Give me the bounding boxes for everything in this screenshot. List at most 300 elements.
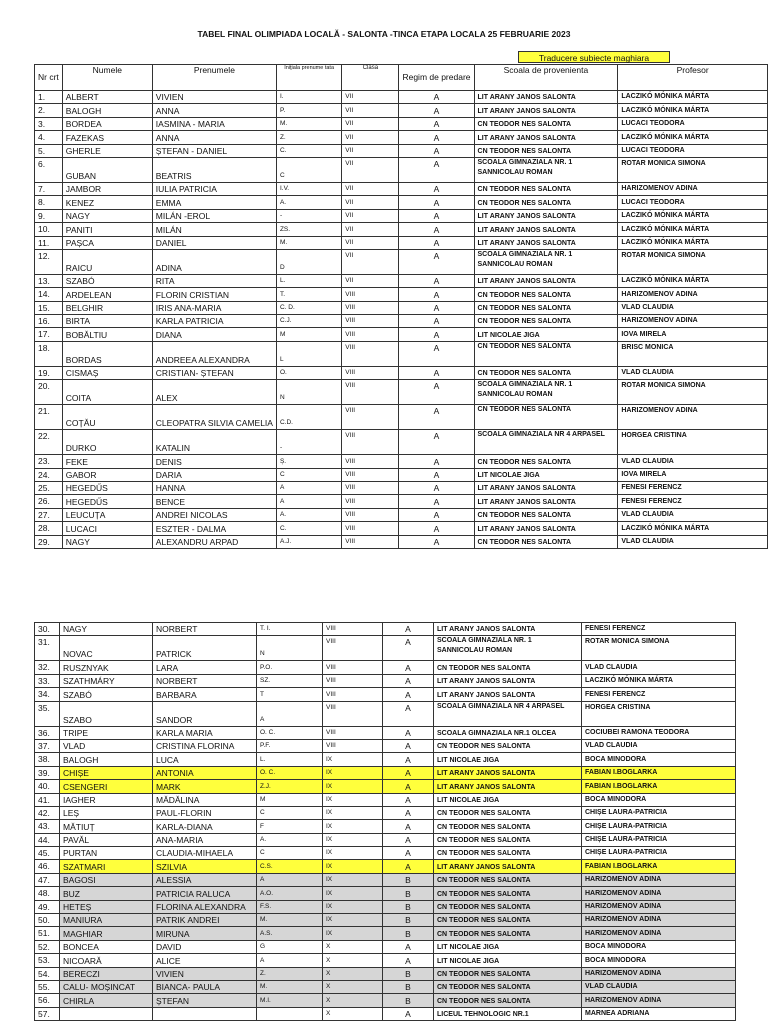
- cell-initiala: N: [257, 636, 323, 661]
- cell-nr: 35.: [35, 701, 60, 726]
- cell-prenumele: ȘTEFAN - DANIEL: [152, 144, 276, 157]
- cell-initiala: A.S.: [257, 927, 323, 940]
- cell-scoala: SCOALA GIMNAZIALA NR. 1 SANNICOLAU ROMAN: [434, 636, 582, 661]
- cell-scoala: LIT NICOLAE JIGA: [474, 328, 618, 341]
- table-row: [35, 468, 768, 481]
- cell-numele: LEUCUȚA: [62, 508, 152, 521]
- cell-nr: 7.: [35, 182, 63, 195]
- cell-scoala: LIT ARANY JANOS SALONTA: [474, 236, 618, 249]
- cell-nr: 20.: [35, 380, 63, 405]
- cell-scoala: CN TEODOR NES SALONTA: [434, 980, 582, 993]
- cell-initiala: Z.J.: [257, 780, 323, 793]
- cell-regim: A: [399, 430, 474, 455]
- cell-nr: 17.: [35, 328, 63, 341]
- table-row: [35, 495, 768, 508]
- cell-scoala: SCOALA GIMNAZIALA NR. 1 SANNICOLAU ROMAN: [474, 157, 618, 182]
- table-row: [35, 674, 736, 687]
- cell-nr: 13.: [35, 274, 63, 287]
- cell-nr: 4.: [35, 131, 63, 144]
- cell-scoala: LIT ARANY JANOS SALONTA: [474, 482, 618, 495]
- cell-scoala: LIT NICOLAE JIGA: [434, 940, 582, 953]
- table-row: [35, 914, 736, 927]
- cell-clasa: VIII: [323, 688, 383, 701]
- cell-prenumele: DARIA: [152, 468, 276, 481]
- cell-regim: A: [399, 315, 474, 328]
- table-row: [35, 860, 736, 873]
- cell-nr: 29.: [35, 535, 63, 548]
- table-row: [35, 636, 736, 661]
- cell-initiala: C.J.: [276, 315, 341, 328]
- table-row: [35, 535, 768, 548]
- cell-initiala: L: [276, 341, 341, 366]
- cell-prenumele: EMMA: [152, 196, 276, 209]
- cell-initiala: A: [257, 954, 323, 967]
- cell-clasa: VII: [342, 117, 399, 130]
- cell-nr: 25.: [35, 482, 63, 495]
- cell-profesor: LACZIKÓ MÓNIKA MÁRTA: [618, 209, 768, 222]
- cell-regim: B: [383, 967, 434, 980]
- cell-profesor: VLAD CLAUDIA: [582, 980, 736, 993]
- cell-numele: IAGHER: [60, 793, 153, 806]
- cell-numele: PANITI: [62, 223, 152, 236]
- cell-clasa: VII: [342, 182, 399, 195]
- cell-regim: A: [383, 739, 434, 752]
- table-row: [35, 455, 768, 468]
- cell-prenumele: SANDOR: [153, 701, 257, 726]
- cell-profesor: LUCACI TEODORA: [618, 196, 768, 209]
- cell-scoala: LIT ARANY JANOS SALONTA: [474, 274, 618, 287]
- cell-scoala: LIT NICOLAE JIGA: [434, 793, 582, 806]
- cell-nr: 12.: [35, 249, 63, 274]
- cell-numele: FEKE: [62, 455, 152, 468]
- cell-scoala: CN TEODOR NES SALONTA: [474, 144, 618, 157]
- cell-initiala: M.: [257, 980, 323, 993]
- cell-profesor: HORGEA CRISTINA: [582, 701, 736, 726]
- cell-regim: A: [399, 508, 474, 521]
- cell-numele: CHIRLA: [60, 994, 153, 1007]
- cell-regim: A: [383, 780, 434, 793]
- cell-prenumele: DIANA: [152, 328, 276, 341]
- cell-numele: PAVĂL: [60, 833, 153, 846]
- cell-clasa: VIII: [323, 661, 383, 674]
- table-row: [35, 940, 736, 953]
- cell-scoala: CN TEODOR NES SALONTA: [434, 927, 582, 940]
- cell-regim: A: [399, 131, 474, 144]
- cell-nr: 28.: [35, 522, 63, 535]
- cell-scoala: LIT ARANY JANOS SALONTA: [434, 766, 582, 779]
- cell-clasa: X: [323, 994, 383, 1007]
- table-row: [35, 887, 736, 900]
- header-regim: Regim de predare: [399, 65, 474, 91]
- table-row: [35, 780, 736, 793]
- cell-numele: CHIȘE: [60, 766, 153, 779]
- cell-profesor: LACZIKÓ MÓNIKA MÁRTA: [582, 674, 736, 687]
- cell-prenumele: VIVIEN: [153, 967, 257, 980]
- cell-clasa: VII: [342, 274, 399, 287]
- cell-numele: ALBERT: [62, 91, 152, 104]
- cell-profesor: BOCA MINODORA: [582, 954, 736, 967]
- translation-note: Traducere subiecte maghiara: [518, 51, 670, 63]
- cell-scoala: CN TEODOR NES SALONTA: [434, 661, 582, 674]
- cell-scoala: LIT ARANY JANOS SALONTA: [434, 688, 582, 701]
- cell-initiala: M.: [276, 236, 341, 249]
- cell-initiala: -: [276, 430, 341, 455]
- cell-scoala: LICEUL TEHNOLOGIC NR.1: [434, 1007, 582, 1020]
- cell-numele: SZABO: [60, 701, 153, 726]
- cell-nr: 6.: [35, 157, 63, 182]
- cell-numele: BUZ: [60, 887, 153, 900]
- cell-numele: RAICU: [62, 249, 152, 274]
- header-prenumele: Prenumele: [152, 65, 276, 91]
- cell-nr: 3.: [35, 117, 63, 130]
- cell-nr: 31.: [35, 636, 60, 661]
- cell-clasa: VIII: [342, 482, 399, 495]
- cell-numele: MAGHIAR: [60, 927, 153, 940]
- cell-numele: NAGY: [62, 209, 152, 222]
- cell-initiala: M.I.: [257, 994, 323, 1007]
- cell-numele: SZATMARI: [60, 860, 153, 873]
- table-row: [35, 288, 768, 301]
- cell-numele: CSENGERI: [60, 780, 153, 793]
- cell-clasa: VII: [342, 157, 399, 182]
- cell-regim: A: [399, 104, 474, 117]
- cell-clasa: VII: [342, 104, 399, 117]
- cell-scoala: CN TEODOR NES SALONTA: [434, 833, 582, 846]
- cell-numele: SZABÓ: [60, 688, 153, 701]
- cell-scoala: CN TEODOR NES SALONTA: [434, 900, 582, 913]
- table-row: [35, 131, 768, 144]
- cell-scoala: CN TEODOR NES SALONTA: [434, 739, 582, 752]
- cell-nr: 11.: [35, 236, 63, 249]
- cell-prenumele: IRIS ANA-MARIA: [152, 301, 276, 314]
- cell-initiala: A.J.: [276, 535, 341, 548]
- cell-profesor: ROTAR MONICA SIMONA: [618, 380, 768, 405]
- cell-numele: CALU- MOȘINCAT: [60, 980, 153, 993]
- cell-regim: A: [399, 328, 474, 341]
- cell-scoala: CN TEODOR NES SALONTA: [474, 535, 618, 548]
- cell-profesor: HARIZOMENOV ADINA: [582, 994, 736, 1007]
- cell-regim: A: [383, 766, 434, 779]
- cell-prenumele: [153, 1007, 257, 1020]
- cell-clasa: VII: [342, 196, 399, 209]
- cell-initiala: A: [276, 482, 341, 495]
- table-row: [35, 701, 736, 726]
- cell-clasa: X: [323, 940, 383, 953]
- cell-prenumele: FLORIN CRISTIAN: [152, 288, 276, 301]
- cell-numele: BORDAS: [62, 341, 152, 366]
- cell-numele: GABOR: [62, 468, 152, 481]
- cell-regim: A: [383, 833, 434, 846]
- cell-numele: LUCACI: [62, 522, 152, 535]
- cell-prenumele: MĂDĂLINA: [153, 793, 257, 806]
- cell-prenumele: VIVIEN: [152, 91, 276, 104]
- cell-profesor: VLAD CLAUDIA: [618, 535, 768, 548]
- cell-clasa: IX: [323, 887, 383, 900]
- cell-regim: B: [383, 914, 434, 927]
- cell-initiala: C: [257, 847, 323, 860]
- cell-profesor: IOVA MIRELA: [618, 468, 768, 481]
- table-row: [35, 144, 768, 157]
- cell-nr: 24.: [35, 468, 63, 481]
- cell-numele: GHERLE: [62, 144, 152, 157]
- table-row: [35, 793, 736, 806]
- table-row: [35, 249, 768, 274]
- table-row: [35, 820, 736, 833]
- table-row: [35, 739, 736, 752]
- cell-profesor: VLAD CLAUDIA: [582, 739, 736, 752]
- table-row: [35, 1007, 736, 1020]
- cell-initiala: M: [257, 793, 323, 806]
- cell-clasa: VIII: [323, 623, 383, 636]
- cell-nr: 51.: [35, 927, 60, 940]
- cell-clasa: VIII: [342, 455, 399, 468]
- table-row: [35, 726, 736, 739]
- cell-initiala: A: [276, 495, 341, 508]
- cell-regim: A: [399, 455, 474, 468]
- cell-numele: RUSZNYAK: [60, 661, 153, 674]
- cell-profesor: HARIZOMENOV ADINA: [582, 927, 736, 940]
- header-numele: Numele: [62, 65, 152, 91]
- cell-nr: 56.: [35, 994, 60, 1007]
- cell-regim: A: [383, 636, 434, 661]
- cell-scoala: LIT ARANY JANOS SALONTA: [434, 623, 582, 636]
- table-row: [35, 405, 768, 430]
- cell-prenumele: DENIS: [152, 455, 276, 468]
- cell-profesor: HARIZOMENOV ADINA: [618, 288, 768, 301]
- cell-initiala: T: [257, 688, 323, 701]
- cell-clasa: IX: [323, 806, 383, 819]
- cell-numele: BERECZI: [60, 967, 153, 980]
- cell-regim: A: [383, 753, 434, 766]
- cell-regim: A: [399, 495, 474, 508]
- results-table-top: [34, 64, 768, 549]
- cell-profesor: LACZIKÓ MÓNIKA MÁRTA: [618, 131, 768, 144]
- cell-nr: 10.: [35, 223, 63, 236]
- table-row: [35, 994, 736, 1007]
- cell-profesor: MARNEA ADRIANA: [582, 1007, 736, 1020]
- cell-clasa: VIII: [342, 380, 399, 405]
- cell-regim: A: [399, 117, 474, 130]
- cell-clasa: VIII: [342, 468, 399, 481]
- cell-initiala: T. I.: [257, 623, 323, 636]
- cell-nr: 18.: [35, 341, 63, 366]
- cell-numele: HEGEDŰS: [62, 495, 152, 508]
- cell-clasa: X: [323, 967, 383, 980]
- cell-clasa: VII: [342, 209, 399, 222]
- cell-clasa: VII: [342, 144, 399, 157]
- cell-initiala: A: [257, 873, 323, 886]
- cell-initiala: P.F.: [257, 739, 323, 752]
- cell-initiala: L.: [276, 274, 341, 287]
- cell-nr: 15.: [35, 301, 63, 314]
- cell-nr: 44.: [35, 833, 60, 846]
- cell-regim: B: [383, 980, 434, 993]
- cell-clasa: IX: [323, 766, 383, 779]
- cell-initiala: C.S.: [257, 860, 323, 873]
- cell-nr: 41.: [35, 793, 60, 806]
- cell-nr: 22.: [35, 430, 63, 455]
- cell-profesor: BRISC MONICA: [618, 341, 768, 366]
- cell-clasa: VIII: [323, 674, 383, 687]
- cell-numele: COITA: [62, 380, 152, 405]
- cell-regim: A: [383, 623, 434, 636]
- cell-scoala: CN TEODOR NES SALONTA: [434, 847, 582, 860]
- cell-profesor: HARIZOMENOV ADINA: [618, 182, 768, 195]
- cell-numele: CISMAȘ: [62, 366, 152, 379]
- table-row: [35, 967, 736, 980]
- cell-clasa: X: [323, 980, 383, 993]
- cell-prenumele: BENCE: [152, 495, 276, 508]
- cell-prenumele: ESZTER - DALMA: [152, 522, 276, 535]
- table-row: [35, 833, 736, 846]
- cell-profesor: FENESI FERENCZ: [582, 688, 736, 701]
- cell-numele: SZATHMÁRY: [60, 674, 153, 687]
- table-row: [35, 274, 768, 287]
- cell-numele: HETEȘ: [60, 900, 153, 913]
- cell-profesor: VLAD CLAUDIA: [618, 508, 768, 521]
- cell-scoala: LIT ARANY JANOS SALONTA: [474, 495, 618, 508]
- cell-regim: A: [383, 688, 434, 701]
- cell-nr: 33.: [35, 674, 60, 687]
- cell-nr: 9.: [35, 209, 63, 222]
- cell-profesor: ROTAR MONICA SIMONA: [618, 157, 768, 182]
- cell-regim: A: [399, 223, 474, 236]
- cell-prenumele: CLEOPATRA SILVIA CAMELIA: [152, 405, 276, 430]
- cell-regim: A: [399, 482, 474, 495]
- cell-profesor: BOCA MINODORA: [582, 940, 736, 953]
- cell-prenumele: MILÁN: [152, 223, 276, 236]
- cell-clasa: VIII: [342, 495, 399, 508]
- cell-nr: 46.: [35, 860, 60, 873]
- cell-scoala: CN TEODOR NES SALONTA: [474, 301, 618, 314]
- cell-scoala: CN TEODOR NES SALONTA: [474, 508, 618, 521]
- cell-nr: 16.: [35, 315, 63, 328]
- cell-regim: A: [399, 468, 474, 481]
- cell-numele: LEȘ: [60, 806, 153, 819]
- table-row: [35, 430, 768, 455]
- cell-initiala: Ș.: [276, 455, 341, 468]
- cell-clasa: VIII: [323, 636, 383, 661]
- cell-clasa: IX: [323, 753, 383, 766]
- cell-regim: A: [399, 341, 474, 366]
- cell-regim: A: [399, 405, 474, 430]
- cell-scoala: LIT ARANY JANOS SALONTA: [474, 131, 618, 144]
- cell-clasa: VII: [342, 236, 399, 249]
- cell-initiala: M.: [276, 117, 341, 130]
- table-row: [35, 847, 736, 860]
- cell-regim: A: [383, 806, 434, 819]
- cell-initiala: P.O.: [257, 661, 323, 674]
- cell-prenumele: ALEX: [152, 380, 276, 405]
- cell-scoala: LIT ARANY JANOS SALONTA: [474, 209, 618, 222]
- cell-scoala: CN TEODOR NES SALONTA: [474, 288, 618, 301]
- cell-profesor: HARIZOMENOV ADINA: [582, 900, 736, 913]
- cell-scoala: LIT NICOLAE JIGA: [434, 753, 582, 766]
- cell-profesor: COCIUBEI RAMONA TEODORA: [582, 726, 736, 739]
- cell-nr: 36.: [35, 726, 60, 739]
- cell-prenumele: BEATRIS: [152, 157, 276, 182]
- cell-nr: 23.: [35, 455, 63, 468]
- cell-numele: BONCEA: [60, 940, 153, 953]
- cell-prenumele: ALEXANDRU ARPAD: [152, 535, 276, 548]
- cell-numele: BORDEA: [62, 117, 152, 130]
- cell-regim: A: [383, 940, 434, 953]
- table-row: [35, 328, 768, 341]
- cell-numele: TRIPE: [60, 726, 153, 739]
- cell-initiala: A.O.: [257, 887, 323, 900]
- table-row: [35, 104, 768, 117]
- cell-profesor: ROTAR MONICA SIMONA: [618, 249, 768, 274]
- cell-profesor: LACZIKÓ MÓNIKA MÁRTA: [618, 522, 768, 535]
- cell-profesor: HARIZOMENOV ADINA: [582, 967, 736, 980]
- cell-nr: 43.: [35, 820, 60, 833]
- table-row: [35, 315, 768, 328]
- cell-clasa: VIII: [323, 726, 383, 739]
- cell-clasa: VIII: [342, 366, 399, 379]
- cell-clasa: VIII: [342, 522, 399, 535]
- cell-clasa: IX: [323, 927, 383, 940]
- cell-numele: DURKO: [62, 430, 152, 455]
- cell-prenumele: PATRICK: [153, 636, 257, 661]
- cell-regim: A: [383, 726, 434, 739]
- cell-profesor: HARIZOMENOV ADINA: [582, 914, 736, 927]
- cell-regim: B: [383, 873, 434, 886]
- cell-initiala: P.: [276, 104, 341, 117]
- header-profesor: Profesor: [618, 65, 768, 91]
- cell-profesor: ROTAR MONICA SIMONA: [582, 636, 736, 661]
- cell-numele: [60, 1007, 153, 1020]
- cell-prenumele: CRISTINA FLORINA: [153, 739, 257, 752]
- cell-regim: A: [383, 860, 434, 873]
- cell-nr: 39.: [35, 766, 60, 779]
- cell-numele: SZABÓ: [62, 274, 152, 287]
- table-row: [35, 980, 736, 993]
- cell-nr: 19.: [35, 366, 63, 379]
- cell-profesor: HORGEA CRISTINA: [618, 430, 768, 455]
- cell-regim: A: [399, 157, 474, 182]
- cell-prenumele: MIRUNA: [153, 927, 257, 940]
- table-row: [35, 157, 768, 182]
- cell-clasa: VIII: [342, 535, 399, 548]
- cell-scoala: CN TEODOR NES SALONTA: [434, 967, 582, 980]
- cell-prenumele: MILÁN -EROL: [152, 209, 276, 222]
- cell-regim: A: [399, 535, 474, 548]
- cell-scoala: LIT ARANY JANOS SALONTA: [434, 674, 582, 687]
- cell-initiala: C. D.: [276, 301, 341, 314]
- cell-numele: NAGY: [62, 535, 152, 548]
- cell-prenumele: HANNA: [152, 482, 276, 495]
- cell-prenumele: LUCA: [153, 753, 257, 766]
- table-row: [35, 236, 768, 249]
- table-row: [35, 508, 768, 521]
- cell-prenumele: DANIEL: [152, 236, 276, 249]
- cell-numele: BELGHIR: [62, 301, 152, 314]
- cell-profesor: CHIȘE LAURA-PATRICIA: [582, 833, 736, 846]
- cell-initiala: C: [276, 468, 341, 481]
- cell-regim: B: [383, 900, 434, 913]
- header-clasa: Clasa: [342, 65, 399, 91]
- cell-initiala: -: [276, 209, 341, 222]
- cell-nr: 34.: [35, 688, 60, 701]
- cell-scoala: SCOALA GIMNAZIALA NR.1 OLCEA: [434, 726, 582, 739]
- cell-numele: VLAD: [60, 739, 153, 752]
- cell-initiala: M: [276, 328, 341, 341]
- cell-scoala: LIT ARANY JANOS SALONTA: [474, 223, 618, 236]
- cell-numele: BALOGH: [60, 753, 153, 766]
- cell-clasa: VIII: [323, 701, 383, 726]
- cell-initiala: C: [257, 806, 323, 819]
- cell-initiala: Z.: [257, 967, 323, 980]
